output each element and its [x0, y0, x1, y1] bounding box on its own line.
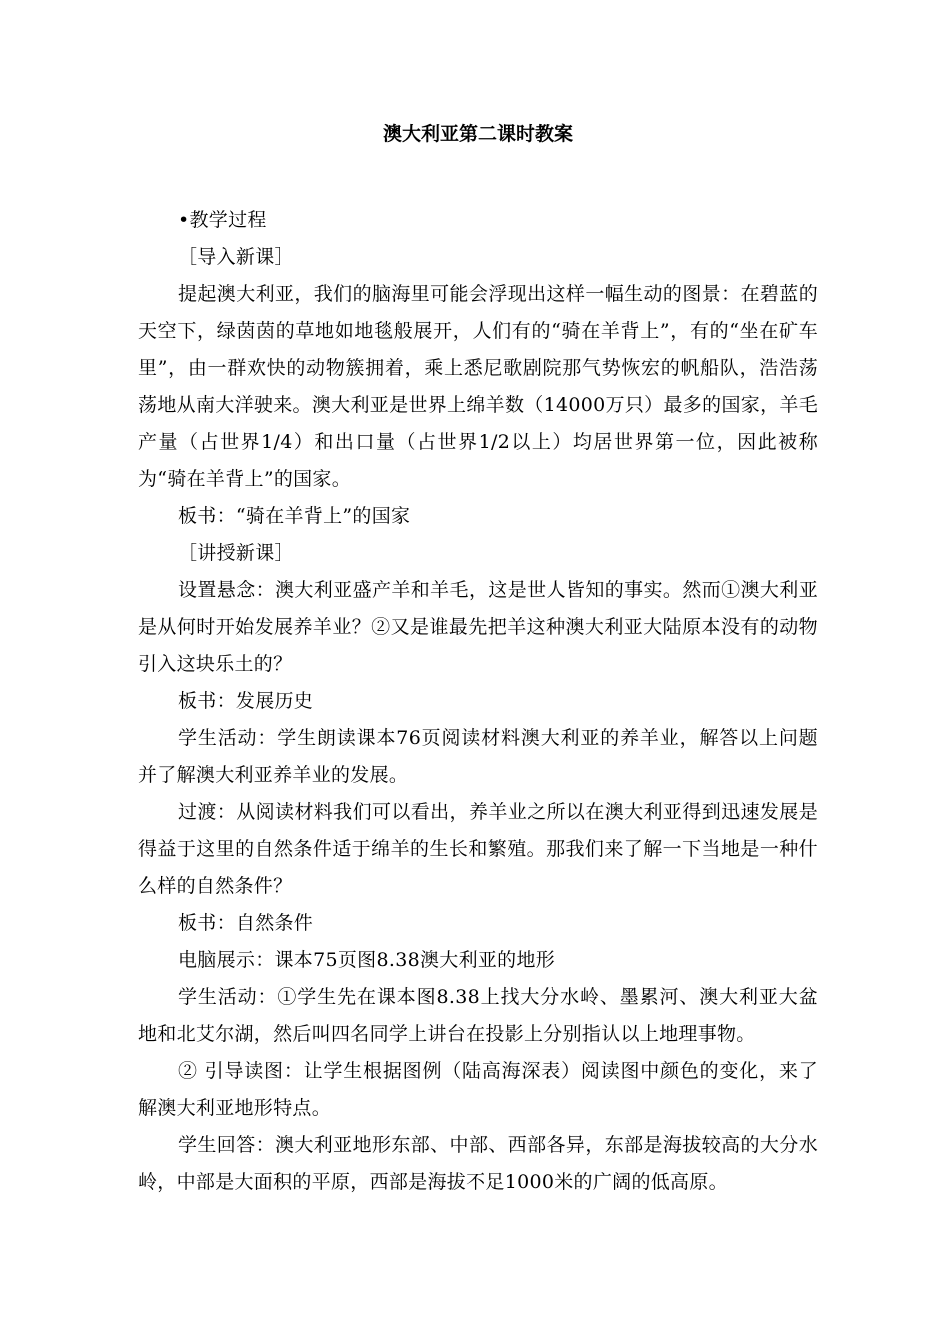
document-title: 澳大利亚第二课时教案 — [382, 123, 573, 145]
paragraph-lecture-heading: ［讲授新课］ — [178, 542, 294, 564]
paragraph-student-activity-2: 学生活动：①学生先在课本图8.38上找大分水岭、墨累河、澳大利亚大盆地和北艾尔湖，然后叫四名同学上讲台在投影上分别指认以上地理事物。 — [138, 986, 818, 1045]
paragraph-transition: 过渡：从阅读材料我们可以看出，养羊业之所以在澳大利亚得到迅速发展是得益于这里的自然条件适于绵羊的生长和繁殖。那我们来了解一下当地是一种什么样的自然条件？ — [138, 801, 818, 897]
paragraph-board-note-3: 板书：自然条件 — [178, 912, 314, 934]
paragraph-intro-heading: ［导入新课］ — [178, 246, 294, 268]
paragraph-guided-reading: ② 引导读图：让学生根据图例（陆高海深表）阅读图中颜色的变化，来了解澳大利亚地形特点。 — [138, 1060, 818, 1119]
paragraph-board-note-2: 板书：发展历史 — [178, 690, 314, 712]
paragraph-intro-text: 提起澳大利亚，我们的脑海里可能会浮现出这样一幅生动的图景：在碧蓝的天空下，绿茵茵的草地如地毯般展开，人们有的“骑在羊背上”，有的“坐在矿车里”，由一群欢快的动物簇拥着，乘上悉尼歌剧院那气势恢宏的帆船队，浩浩荡荡地从南大洋驶来。澳大利亚是世界上绵羊数（14000万只）最多的国家，羊毛产量（占世界1/4）和出口量（占世界1/2以上）均居世界第一位，因此被称为“骑在羊背上”的国家。 — [138, 283, 818, 490]
paragraph-teaching-process: •教学过程 — [178, 209, 267, 231]
paragraph-suspense: 设置悬念：澳大利亚盛产羊和羊毛，这是世人皆知的事实。然而①澳大利亚是从何时开始发展养羊业？②又是谁最先把羊这种澳大利亚大陆原本没有的动物引入这块乐土的？ — [138, 579, 818, 675]
paragraph-board-note-1: 板书：“骑在羊背上”的国家 — [178, 505, 411, 527]
paragraph-student-activity-1: 学生活动：学生朗读课本76页阅读材料澳大利亚的养羊业，解答以上问题并了解澳大利亚养羊业的发展。 — [138, 727, 818, 786]
document-page — [138, 118, 818, 1201]
paragraph-student-answer: 学生回答：澳大利亚地形东部、中部、西部各异，东部是海拔较高的大分水岭，中部是大面积的平原，西部是海拔不足1000米的广阔的低高原。 — [138, 1134, 818, 1193]
paragraph-computer-display: 电脑展示：课本75页图8.38澳大利亚的地形 — [178, 949, 556, 971]
